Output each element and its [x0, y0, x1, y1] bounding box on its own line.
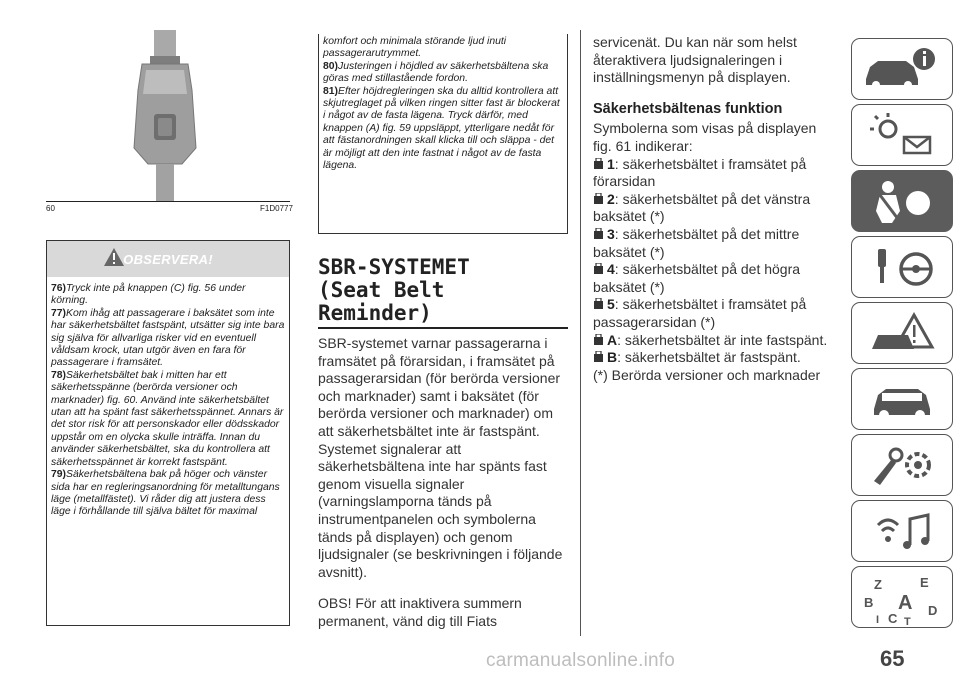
tab-index[interactable] — [851, 566, 953, 628]
warning-note — [51, 469, 285, 519]
list-item — [593, 261, 838, 296]
tab-maintenance[interactable] — [851, 368, 953, 430]
note-text: Tryck inte på knappen (C) fig. 56 under körning. — [51, 283, 246, 307]
symbol-key: 5 — [607, 296, 615, 313]
note-text: Säkerhetsbältet bak i mitten har ett säkerhetsspänne (berörda versioner och marknader) fig. 60. Använd inte säkerhetsbältet utan att ha spänt fast säkerhetsspännet. Annars är det stor risk för att personskador eller dödsskador uppstår om en olycka skulle inträffa. Innan du använder säkerhetsbältet, ska du kontrollera att säkerhetsspännet är korrekt fastspänt. — [51, 369, 284, 468]
tools-gear-icon — [852, 435, 952, 495]
symbol-text: : säkerhetsbältet på det mittre baksätet (*) — [593, 225, 800, 260]
multimedia-icon — [852, 501, 952, 561]
warning-box — [46, 240, 290, 626]
subsection-heading: Säkerhetsbältenas funktion — [593, 100, 783, 117]
seatbelt-icon — [593, 158, 604, 170]
symbol-key: 4 — [607, 261, 615, 278]
symbol-key: 3 — [607, 225, 615, 242]
figure-code: F1D0777 — [260, 204, 293, 213]
symbol-text: : säkerhetsbältet är inte fastspänt. — [617, 331, 828, 348]
index-letter: E — [920, 575, 929, 590]
index-letter: I — [876, 614, 880, 626]
seatbelt-icon — [593, 193, 604, 205]
key-steering-icon — [852, 237, 952, 297]
list-item — [593, 349, 838, 367]
symbol-text: : säkerhetsbältet på det vänstra baksätet (*) — [593, 190, 811, 225]
heading-line: Reminder) — [318, 301, 432, 325]
warning-title: OBSERVERA! — [123, 252, 213, 267]
warning-header — [47, 241, 289, 277]
car-info-icon — [852, 39, 952, 99]
body-paragraph: OBS! För att inaktivera summern permanent, vänd dig till Fiats — [318, 595, 522, 629]
note-number: 76) — [51, 283, 67, 294]
seatbelt-icon — [593, 298, 604, 310]
continued-notes-box — [318, 34, 568, 234]
dashboard-lights-icon — [852, 105, 952, 165]
index-letter: C — [888, 611, 898, 626]
warning-note — [323, 86, 563, 173]
tab-car-info[interactable] — [851, 38, 953, 100]
symbol-key: 1 — [607, 155, 615, 172]
symbol-key: 2 — [607, 190, 615, 207]
symbol-text: : säkerhetsbältet är fastspänt. — [617, 349, 801, 366]
index-letter: B — [864, 595, 874, 610]
watermark: carmanualsonline.info — [486, 650, 676, 671]
warning-body — [47, 277, 289, 519]
symbol-text: : säkerhetsbältet i framsätet på förarsidan — [593, 155, 807, 190]
heading-rule — [318, 327, 568, 329]
index-letter: Z — [874, 577, 882, 592]
belt-symbol-list — [593, 156, 838, 367]
seatbelt-icon — [593, 263, 604, 275]
belt-function-column — [593, 34, 838, 384]
seatbelt-icon — [593, 334, 604, 346]
note-number: 77) — [51, 307, 67, 319]
note-number: 79) — [51, 469, 67, 481]
body-paragraph: servicenät. Du kan när som helst återaktivera ljudsignaleringen i inställningsmenyn på displayen. — [593, 34, 797, 86]
page-number: 65 — [880, 646, 905, 671]
footnote: (*) Berörda versioner och marknader — [593, 366, 821, 383]
heading-line: SBR-SYSTEMET — [318, 255, 470, 279]
symbol-text: : säkerhetsbältet på det högra baksätet (*) — [593, 261, 801, 295]
sbr-body — [318, 335, 570, 631]
car-service-icon — [852, 369, 952, 429]
warning-note — [323, 61, 563, 86]
list-item — [593, 332, 838, 350]
warning-note — [51, 308, 285, 370]
note-number: 81) — [323, 85, 339, 97]
warning-triangle-car-icon — [852, 303, 952, 363]
tab-emergency[interactable] — [851, 302, 953, 364]
tab-technical-data[interactable] — [851, 434, 953, 496]
index-letter: A — [898, 592, 913, 614]
tab-multimedia[interactable] — [851, 500, 953, 562]
figure-number: 60 — [46, 204, 55, 213]
seatbelt-icon — [593, 228, 604, 240]
body-paragraph: Symbolerna som visas på displayen fig. 61 indikerar: — [593, 120, 817, 154]
seatbelt-figure — [46, 30, 290, 202]
warning-note — [51, 370, 285, 469]
symbol-key: B — [607, 349, 618, 366]
seatbelt-icon — [593, 351, 604, 363]
warning-note — [51, 283, 285, 308]
note-text: Säkerhetsbältena bak på höger och vänster sida har en regleringsanordning för metalltungans läge (metallfästet). Vi råder dig att justera dess läge i förhållande till själva bältet för maximal — [51, 469, 280, 518]
index-letter: T — [904, 616, 911, 627]
index-letter: D — [928, 603, 938, 618]
note-continuation: komfort och minimala störande ljud inuti passagerarutrymmet. — [323, 36, 507, 60]
tab-starting-driving[interactable] — [851, 236, 953, 298]
list-item — [593, 156, 838, 191]
seatbelt-airbag-icon — [852, 171, 952, 231]
symbol-text: : säkerhetsbältet i framsätet på passagerarsidan (*) — [593, 296, 807, 330]
index-icon — [852, 567, 952, 627]
heading-line: (Seat Belt — [318, 278, 445, 302]
note-text: Efter höjdregleringen ska du alltid kontrollera att skjutreglaget på vilken ringen sitter fast är blockerat i något av de fasta lägena. Tryck därför, med knappen (A) fig. 59 uppsläppt, ytterligare nedåt för att fästanordningen skall klicka till och släppa - det är möjligt att den inte fastnat i något av de fasta lägena. — [323, 85, 560, 172]
symbol-key: A — [607, 331, 618, 348]
tab-dashboard-lights[interactable] — [851, 104, 953, 166]
note-number: 80) — [323, 60, 339, 72]
list-item — [593, 296, 838, 331]
note-text: Kom ihåg att passagerare i baksätet som inte har säkerhetsbältet fastspänt, utsätter sig inte bara sig själva för allvarliga risker vid en eventuell våldsam krock, utan utgör även en fara för passagerare i framsätet. — [51, 307, 285, 369]
section-heading — [318, 256, 568, 325]
note-text: Justeringen i höjdled av säkerhetsbältena ska göras med stillastående fordon. — [323, 60, 549, 85]
list-item — [593, 191, 838, 226]
list-item — [593, 226, 838, 261]
column-divider — [580, 30, 581, 636]
note-number: 78) — [51, 369, 67, 381]
body-paragraph: SBR-systemet varnar passagerarna i framsätet på förarsidan, i framsätet på passagerarsidan (för berörda versioner och marknader) samt i baksätet (för berörda versioner och marknader) om att säkerhetsbältet inte är fastspänt. Systemet signalerar att säkerhetsbältena inte har spänts fast genom visuella signaler (varningslamporna tänds på instrumentpanelen och symbolerna tänds på displayen) och genom ljudsignaler (se beskrivningen i följande avsnitt). — [318, 335, 563, 580]
tab-safety[interactable] — [851, 170, 953, 232]
